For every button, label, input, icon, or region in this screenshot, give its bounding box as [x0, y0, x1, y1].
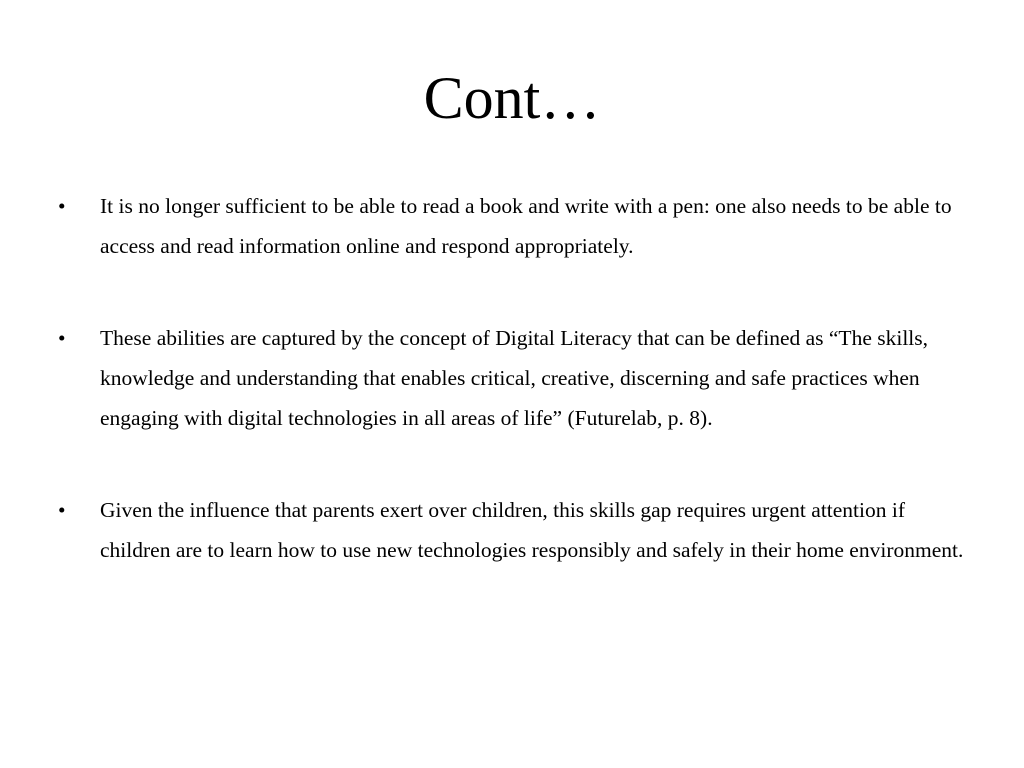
bullet-item	[58, 186, 978, 266]
bullet-icon: •	[58, 498, 66, 522]
bullet-icon: •	[58, 194, 66, 218]
bullet-text: It is no longer sufficient to be able to read a book and write with a pen: one also needs to be able to access and read information online and respond appropriately.	[100, 194, 952, 258]
slide-title: Cont…	[423, 65, 601, 131]
bullet-text: These abilities are captured by the concept of Digital Literacy that can be defined as “The skills, knowledge and understanding that enables critical, creative, discerning and safe practices when engaging with digital technologies in all areas of life” (Futurelab, p. 8).	[100, 326, 929, 430]
bullet-item	[58, 318, 978, 438]
bullet-icon: •	[58, 326, 66, 350]
bullet-item	[58, 490, 978, 570]
bullet-text: Given the influence that parents exert over children, this skills gap requires urgent attention if children are to learn how to use new technologies responsibly and safely in their home environment.	[100, 498, 964, 562]
bullet-list	[58, 186, 978, 570]
